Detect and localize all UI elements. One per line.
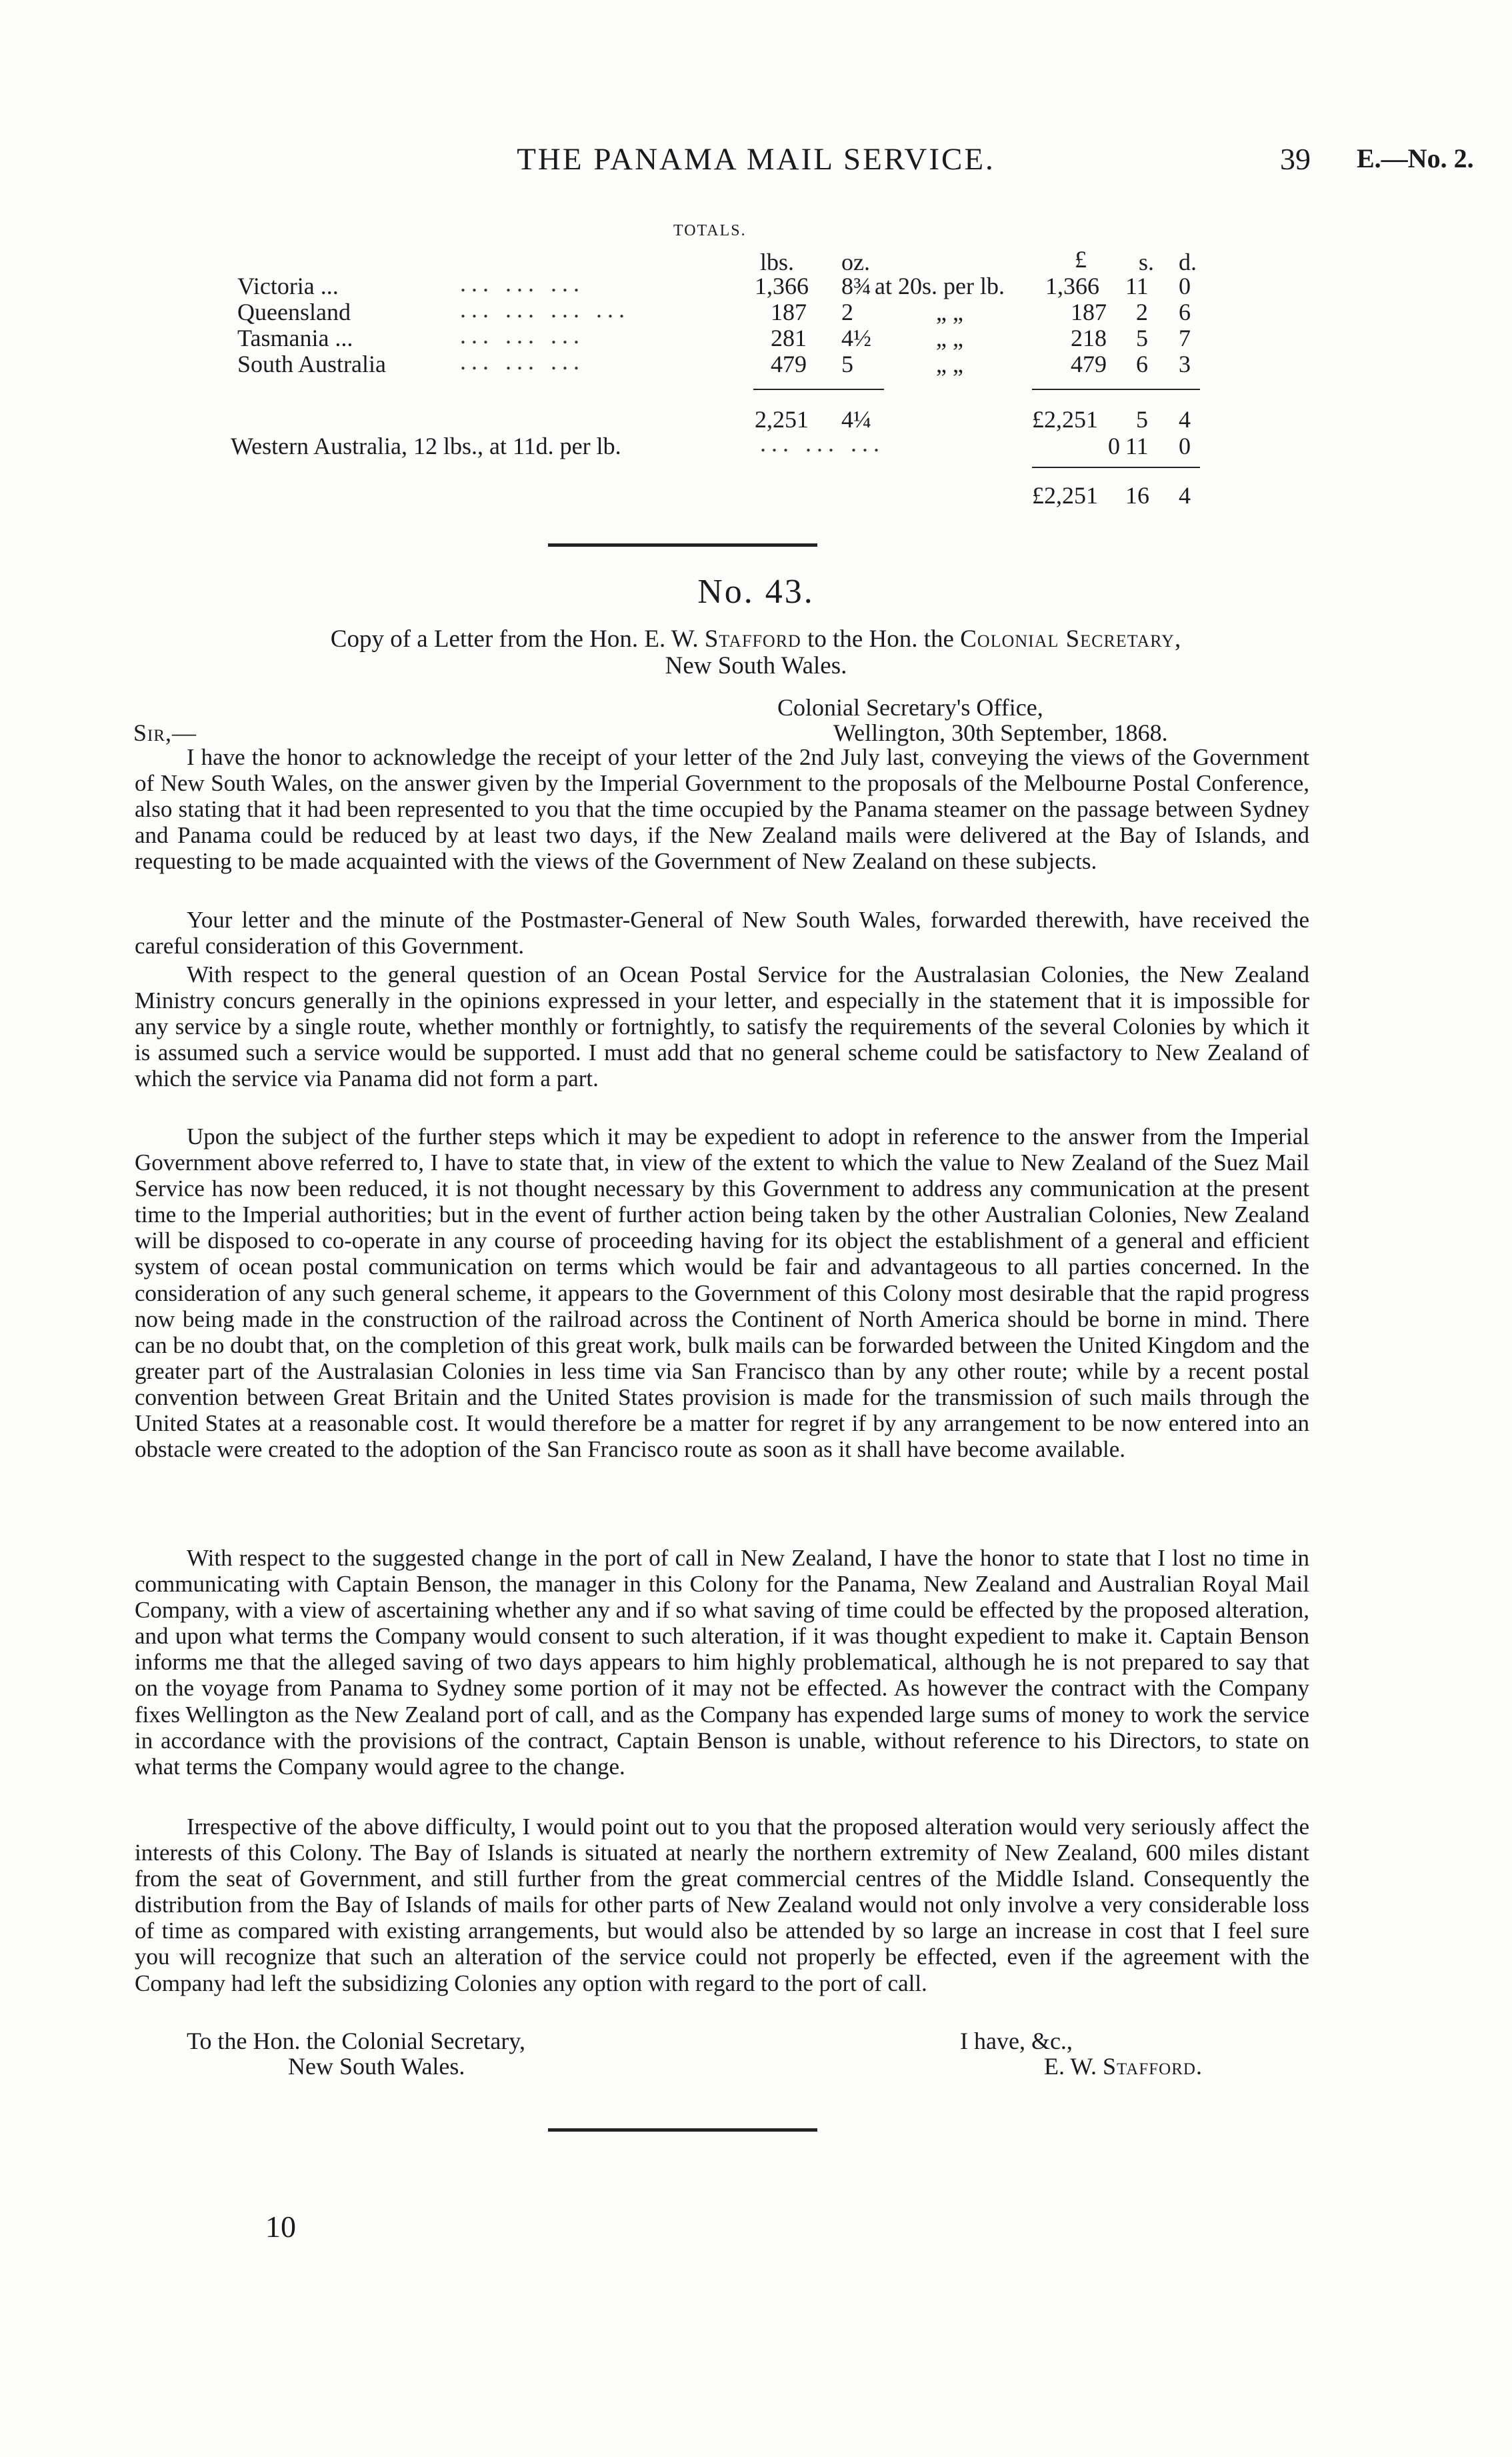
leader-dots: ... ... ... (460, 348, 585, 375)
total-pounds: £2,251 (1032, 482, 1098, 509)
subtotal-lbs: 2,251 (755, 406, 809, 433)
subtotal-pence: 4 (1179, 406, 1191, 433)
cell-pence: 0 (1179, 273, 1191, 299)
cell-pence: 6 (1179, 299, 1191, 325)
cell-oz: 8¾ (841, 273, 871, 299)
end-divider (548, 2128, 817, 2132)
leader-dots: ... ... ... ... (460, 296, 630, 323)
salutation: Sir,— (133, 719, 197, 746)
colony-name: South Australia (237, 351, 386, 377)
signature (1044, 2052, 1203, 2080)
place-date: Wellington, 30th September, 1868. (833, 719, 1168, 746)
addressee-line-1: To the Hon. the Colonial Secretary, (187, 2028, 526, 2054)
total-shillings: 16 (1125, 482, 1149, 509)
total-rule (1032, 467, 1200, 468)
total-pence: 4 (1179, 482, 1191, 509)
cell-lbs: 479 (771, 351, 807, 377)
letter-intro-line-2: New South Wales. (665, 652, 847, 679)
intro-mid: to the Hon. the (801, 625, 961, 653)
subtotal-oz: 4¼ (841, 406, 871, 433)
letter-intro-line-1 (0, 625, 1512, 653)
cell-pence: 3 (1179, 351, 1191, 377)
cell-shillings: 2 (1136, 299, 1148, 325)
wa-pence: 0 (1179, 433, 1191, 459)
cell-rate: at 20s. per lb. (875, 273, 1005, 299)
intro-recipient: Colonial Secretary, (960, 625, 1182, 653)
colony-name: Victoria ... (237, 273, 339, 299)
cell-rate: „ „ (936, 351, 963, 377)
cell-shillings: 11 (1125, 273, 1149, 299)
col-header-shillings: s. (1139, 249, 1155, 275)
cell-rate: „ „ (936, 325, 963, 351)
wa-shillings: 11 (1125, 433, 1149, 459)
cell-oz: 5 (841, 351, 853, 377)
document-reference: E.—No. 2. (1357, 143, 1474, 173)
letter-paragraph: Your letter and the minute of the Postmaster-General of New South Wales, forwarded therewith, have received the careful consideration of this Government. (135, 907, 1309, 959)
col-header-oz: oz. (841, 249, 870, 275)
cell-lbs: 281 (771, 325, 807, 351)
subtotal-pounds: £2,251 (1032, 406, 1098, 433)
leader-dots: ... ... ... (460, 322, 585, 349)
cell-shillings: 6 (1136, 351, 1148, 377)
cell-oz: 2 (841, 299, 853, 325)
col-header-pounds: £ (1075, 246, 1087, 273)
cell-shillings: 5 (1136, 325, 1148, 351)
cell-pounds: 1,366 (1045, 273, 1099, 299)
cell-pounds: 187 (1071, 299, 1107, 325)
subtotal-shillings: 5 (1136, 406, 1148, 433)
subtotal-rule-amount (1032, 389, 1200, 390)
signature-initials: E. W. (1044, 2053, 1103, 2080)
leader-dots: ... ... ... (760, 430, 885, 457)
letter-paragraph: With respect to the suggested change in the port of call in New Zealand, I have the honor to state that I lost no time in communicating with Captain Benson, the manager in this Colony for the Panama, New Zealand and Australian Royal Mail Company, with a view of ascertaining whether any and if so what saving of time could be effected by the proposed alteration, and upon what terms the Company would consent to such alteration, if it was thought expedient to make it. Captain Benson informs me that the alleged saving of two days appears to him highly problematical, although he is not prepared to say that on the voyage from Panama to Sydney some portion of it may not be effected. As however the contract with the Company fixes Wellington as the New Zealand port of call, and as the Company has expended large sums of money to work the service in accordance with the provisions of the contract, Captain Benson is unable, without reference to his Directors, to state on what terms the Company would agree to the change. (135, 1545, 1309, 1780)
colony-name: Tasmania ... (237, 325, 353, 351)
wa-pounds: 0 (1108, 433, 1120, 459)
cell-pounds: 218 (1071, 325, 1107, 351)
cell-pence: 7 (1179, 325, 1191, 351)
letter-paragraph: I have the honor to acknowledge the receipt of your letter of the 2nd July last, conveying the views of the Government of New South Wales, on the answer given by the Imperial Government to the proposals of the Melbourne Postal Conference, also stating that it had been represented to you that the time occupied by the Panama steamer on the passage between Sydney and Panama could be reduced by at least two days, if the New Zealand mails were delivered at the Bay of Islands, and requesting to be made acquainted with the views of the Government of New Zealand on these subjects. (135, 744, 1309, 875)
totals-heading: TOTALS. (673, 222, 747, 239)
colony-name: Queensland (237, 299, 351, 325)
subtotal-rule-weight (753, 389, 884, 390)
letter-paragraph: Irrespective of the above difficulty, I would point out to you that the proposed alteration would very seriously affect the interests of this Colony. The Bay of Islands is situated at nearly the northern extremity of New Zealand, 600 miles distant from the seat of Government, and still further from the great commercial centres of the Middle Island. Consequently the distribution from the Bay of Islands of mails for other parts of New Zealand would not only involve a very considerable loss of time as compared with existing arrangements, but would also be attended by so large an increase in cost that I feel sure you will recognize that such an alteration of the service could not properly be effected, even if the agreement with the Company had left the subsidizing Colonies any option with regard to the port of call. (135, 1814, 1309, 1996)
page-number: 39 (1280, 142, 1311, 176)
running-title: THE PANAMA MAIL SERVICE. (517, 142, 995, 177)
printer-signature-mark: 10 (265, 2210, 296, 2244)
intro-pre: Copy of a Letter from the Hon. E. W. (330, 625, 705, 653)
letter-paragraph: Upon the subject of the further steps which it may be expedient to adopt in reference to the answer from the Imperial Government above referred to, I have to state that, in view of the extent to which the value to New Zealand of the Suez Mail Service has now been reduced, it is not thought necessary by this Government to address any communication at the present time to the Imperial authorities; but in the event of further action being taken by the other Australian Colonies, New Zealand will be disposed to co-operate in any course of proceeding having for its object the establishment of a general and efficient system of ocean postal communication on terms which would be fair and advantageous to all parties concerned. In the consideration of any such general scheme, it appears to the Government of this Colony most desirable that the rapid progress now being made in the construction of the railroad across the Continent of North America should be borne in mind. There can be no doubt that, on the completion of this great work, bulk mails can be forwarded between the United Kingdom and the greater part of the Australasian Colonies in less time via San Francisco than by any other route; while by a recent postal convention between Great Britain and the United States provision is made for the transmission of such mails through the United States at a reasonable cost. It would therefore be a matter for regret if by any arrangement to be now entered into an obstacle were created to the adoption of the San Francisco route as soon as it shall have become available. (135, 1123, 1309, 1463)
col-header-pence: d. (1179, 249, 1197, 275)
cell-pounds: 479 (1071, 351, 1107, 377)
leader-dots: ... ... ... (460, 270, 585, 297)
addressee-line-2: New South Wales. (288, 2053, 465, 2080)
intro-sender: Stafford (704, 625, 801, 653)
cell-lbs: 1,366 (755, 273, 809, 299)
signature-name: Stafford. (1103, 2053, 1203, 2080)
section-divider (548, 543, 817, 547)
closing: I have, &c., (960, 2028, 1073, 2054)
sender-office: Colonial Secretary's Office, (777, 694, 1043, 721)
cell-rate: „ „ (936, 299, 963, 325)
cell-oz: 4½ (841, 325, 871, 351)
western-australia-label: Western Australia, 12 lbs., at 11d. per lb. (231, 433, 621, 459)
letter-paragraph: With respect to the general question of an Ocean Postal Service for the Australasian Colonies, the New Zealand Ministry concurs generally in the opinions expressed in your letter, and especially in the statement that it is impossible for any service by a single route, whether monthly or fortnightly, to satisfy the requirements of the several Colonies by which it is assumed such a service would be supported. I must add that no general scheme could be satisfactory to New Zealand of which the service via Panama did not form a part. (135, 961, 1309, 1092)
col-header-lbs: lbs. (760, 249, 795, 275)
letter-number: No. 43. (697, 573, 815, 611)
cell-lbs: 187 (771, 299, 807, 325)
